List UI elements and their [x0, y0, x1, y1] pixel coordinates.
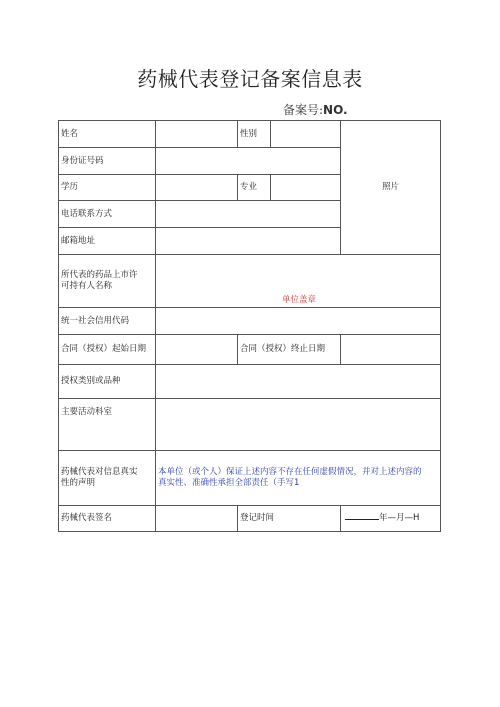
company-seal-label: 单位盖章	[282, 295, 317, 305]
major-value[interactable]	[271, 175, 341, 201]
signature-value[interactable]	[156, 506, 238, 532]
record-number	[283, 101, 348, 118]
phone-label: 电话联系方式	[59, 201, 156, 228]
record-number-label: 备案号:	[283, 103, 324, 117]
id-number-label: 身份证号码	[59, 148, 156, 175]
major-label: 专业	[238, 175, 271, 201]
credit-code-value[interactable]	[156, 308, 441, 335]
declaration-text-line2: 真实性、准确性承担全部责任（手写1	[158, 478, 300, 488]
name-value[interactable]	[156, 121, 238, 148]
holder-value[interactable]	[156, 255, 441, 308]
contract-end-label: 合同（授权）终止日期	[238, 335, 341, 365]
holder-label-line1: 所代表的药品上市许	[61, 270, 138, 281]
holder-label	[59, 255, 156, 308]
gender-value[interactable]	[271, 121, 341, 148]
declaration-label-line2: 性的声明	[61, 478, 96, 488]
date-year-blank	[345, 519, 379, 520]
phone-value[interactable]	[156, 201, 341, 228]
contract-start-label: 合同（授权）起始日期	[59, 335, 156, 365]
record-number-suffix: NO.	[323, 103, 348, 117]
signature-label: 药械代表签名	[59, 506, 156, 532]
department-label: 主要活动科室	[59, 399, 156, 451]
registration-form	[58, 120, 441, 532]
auth-category-label: 授权类别或品种	[59, 365, 156, 399]
id-number-value[interactable]	[156, 148, 341, 175]
declaration-label	[59, 451, 156, 506]
education-label: 学历	[59, 175, 156, 201]
declaration-text-line1: 本单位（或个人）保证上述内容不存在任何虚假情况，并对上述内容的	[158, 467, 422, 478]
email-label: 邮箱地址	[59, 228, 156, 255]
registration-time-label: 登记时间	[238, 506, 341, 532]
photo-cell[interactable]	[341, 121, 441, 255]
registration-date-value[interactable]	[341, 506, 441, 532]
contract-start-value[interactable]	[156, 335, 238, 365]
photo-label: 照片	[381, 182, 399, 193]
date-year-label: 年	[379, 513, 388, 524]
department-value[interactable]	[156, 399, 441, 451]
declaration-text	[156, 451, 441, 506]
education-value[interactable]	[156, 175, 238, 201]
gender-label: 性别	[238, 121, 271, 148]
declaration-label-line1: 药械代表对信息真实	[61, 467, 138, 478]
holder-label-line2: 可持有人名称	[61, 281, 113, 291]
credit-code-label: 统一社会信用代码	[59, 308, 156, 335]
page-title: 药械代表登记备案信息表	[137, 67, 363, 91]
name-label: 姓名	[59, 121, 156, 148]
date-month-label: —月	[387, 513, 405, 524]
auth-category-value[interactable]	[156, 365, 441, 399]
date-day-label: —H	[404, 513, 420, 524]
contract-end-value[interactable]	[341, 335, 441, 365]
email-value[interactable]	[156, 228, 341, 255]
